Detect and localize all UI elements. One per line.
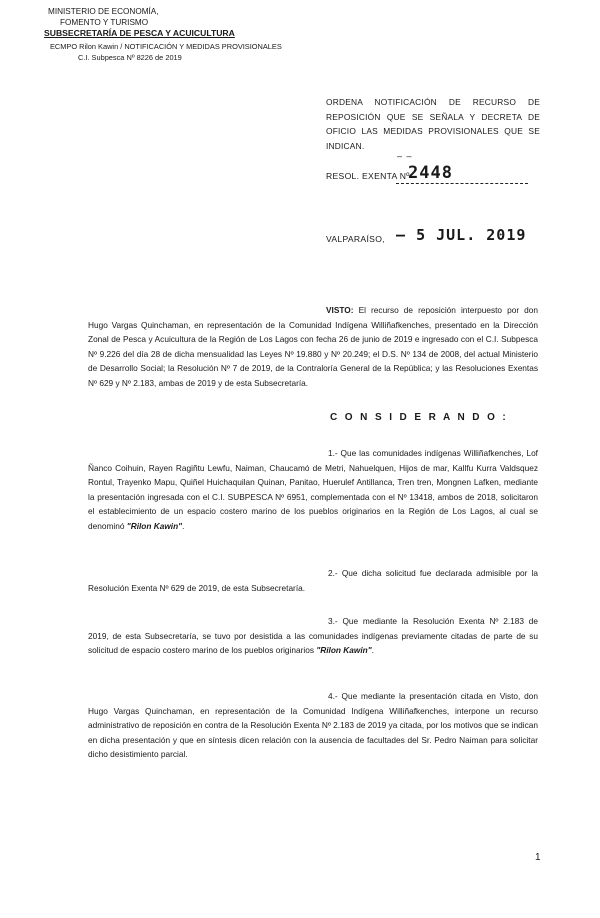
p3-end: . bbox=[371, 645, 374, 656]
p4-text: 4.- Que mediante la presentación citada en Visto, don Hugo Vargas Quinchaman, en representación de la Comunidad Indígena Williñafkenches, interpone un recurso administrativo de reposición en contra de la Resolución Exenta Nº 2.183 de 2019 ya citada, por los motivos que se indican en dicha presentación y que en síntesis dicen relación con la ausencia de facultades del Sr. Pedro Naiman para solicitar dicho desistimiento parcial. bbox=[88, 691, 538, 760]
date-value: 5 JUL. 2019 bbox=[416, 226, 527, 244]
document-title: ORDENA NOTIFICACIÓN DE RECURSO DE REPOSICIÓN QUE SE SEÑALA Y DECRETA DE OFICIO LAS MEDIDAS PROVISIONALES QUE SE INDICAN. bbox=[326, 97, 540, 151]
resolution-underline bbox=[396, 183, 528, 184]
stamp-mark: – – bbox=[397, 151, 413, 161]
subsecretaria-title: SUBSECRETARÍA DE PESCA Y ACUICULTURA bbox=[44, 28, 235, 38]
visto-text: El recurso de reposición interpuesto por don Hugo Vargas Quinchaman, en representación de la Comunidad Indígena Williñafkenches, presentado en la Dirección Zonal de Pesca y Acuicultura de la Región de Los Lagos con fecha 26 de junio de 2019 e ingresado con el C.I. Subpesca Nº 9.226 del día 28 de dicha mensualidad las Leyes Nº 19.880 y Nº 20.249; el D.S. Nº 134 de 2008, del actual Ministerio de Desarrollo Social; la Resolución Nº 7 de 2019, de la Contraloría General de la República; y las Resoluciones Exentas Nº 629 y Nº 2.183, ambas de 2019 y de esta Subsecretaría. bbox=[88, 305, 538, 388]
considerando-paragraph-2 bbox=[88, 566, 538, 595]
p3-text: 3.- Que mediante la Resolución Exenta Nº 2.183 de 2019, de esta Subsecretaría, se tuvo por desistida a las comunidades indígenas previamente citadas de parte de su solicitud de espacio costero marino de los pueblos originarios bbox=[88, 616, 538, 656]
p1-text: 1.- Que las comunidades indígenas Williñafkenches, Lof Ñanco Coihuin, Rayen Ragiñtu Lewfu, Naiman, Chaucamó de Metri, Nahuelquen, Hijos de mar, Kallfu Kurra Valdsquez Rontul, Trayenko Mapu, Quiñel Huichaquilan Quinan, Panitao, Huerulef Antillanca, Tren tren, Mongnen Lafken, mediante la presentación ingresada con el C.I. SUBPESCA Nº 6951, complementada con el Nº 13418, ambos de 2018, solicitaron el establecimiento de un espacio costero marino de los pueblos originarios en la Región de Los Lagos, al cual se denominó bbox=[88, 448, 538, 531]
ministry-line-2: FOMENTO Y TURISMO bbox=[60, 18, 149, 27]
considerando-heading: C O N S I D E R A N D O : bbox=[330, 412, 509, 423]
visto-paragraph bbox=[88, 303, 538, 391]
resolution-number: 2448 bbox=[408, 163, 453, 183]
considerando-paragraph-1 bbox=[88, 446, 538, 534]
resolution-date: – 5 JUL. 2019 bbox=[396, 226, 527, 244]
page-number: 1 bbox=[535, 852, 541, 863]
ministry-line-1: MINISTERIO DE ECONOMÍA, bbox=[48, 7, 159, 16]
p3-espacio-name: "Rilon Kawin" bbox=[316, 645, 372, 656]
resolution-label: RESOL. EXENTA Nº bbox=[326, 171, 410, 181]
ecmpo-reference: ECMPO Rilon Kawin / NOTIFICACIÓN Y MEDIDAS PROVISIONALES bbox=[50, 42, 282, 51]
p1-espacio-name: "Rilon Kawin" bbox=[126, 520, 183, 531]
p1-end: . bbox=[182, 520, 185, 531]
place-label: VALPARAÍSO, bbox=[326, 234, 385, 244]
considerando-paragraph-3 bbox=[88, 614, 538, 658]
ci-reference: C.I. Subpesca Nº 8226 de 2019 bbox=[78, 53, 182, 62]
p2-text: 2.- Que dicha solicitud fue declarada admisible por la Resolución Exenta Nº 629 de 2019, de esta Subsecretaría. bbox=[88, 568, 538, 593]
considerando-paragraph-4 bbox=[88, 689, 538, 762]
visto-label: VISTO: bbox=[326, 305, 354, 315]
